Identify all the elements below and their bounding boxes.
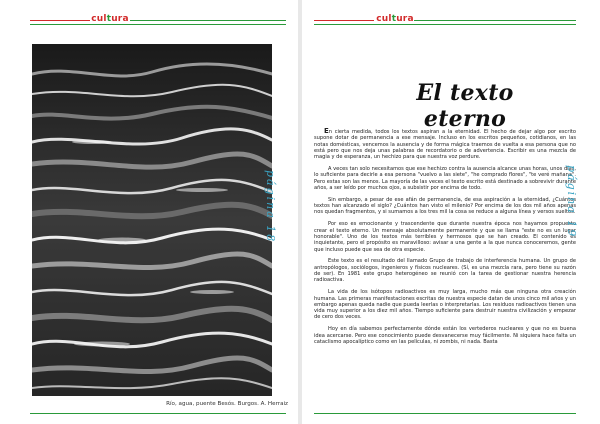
article-paragraph-3: Sin embargo, a pesar de ese afán de permanencia, de esa aspiración a la eternidad, ¿Cuántos textos han alcanzado el siglo? ¿Cuántos han visto el milenio? Por encima de los dos mil años apenas nos quedan fragmentos, y si sumamos a los tres mil la cosa se reduce a alguna línea y versos sueltos. <box>314 196 576 216</box>
header-rule-green <box>414 20 576 21</box>
article-paragraph-5: Este texto es el resultado del llamado Grupo de trabajo de interferencia humana. Un grupo de antropólogos, sociólogos, ingenieros y físicos nucleares. (Sí, es una mezcla rara, pero tiene su razón de ser). En 1981 este grupo heterogéneo se reunió con la tarea de gestionar nuestra herencia radioactiva. <box>314 258 576 284</box>
article-body <box>314 128 576 351</box>
header-rule-green-lower <box>314 24 576 25</box>
magazine-logo: cultura <box>376 14 414 24</box>
header-rule-red <box>314 20 374 21</box>
page-number-right: página 19 <box>565 165 578 239</box>
article-paragraph-1: En cierta medida, todos los textos aspiran a la eternidad. El hecho de dejar algo por escrito supone dotar de permanencia a ese mensaje. Incluso en los escritos pequeños, cotidianos, en las notas domésticas, vencemos la ausencia y de forma mágica traemos de vuelta a esa persona que no está pero que nos deja unas palabras de recordatorio o de advertencia. Escribir es una mezcla de magia y de esperanza, un hechizo para que nuestra voz perdure. <box>314 127 576 161</box>
page-number-left: página 18 <box>264 170 277 244</box>
footer-rule-green <box>314 413 576 414</box>
article-paragraph-4: Por eso es emocionante y trascendente que durante nuestra época nos hayamos propuesto crear el texto eterno. Un mensaje absolutamente permanente y que se llama "este no es un lugar honorable". Uno de los textos más terribles y hermosos que se han creado. El contenido es inquietante, pero el propósito es maravilloso: avisar a una gente a la que nunca conoceremos, gente que incluso puede que sea de otra especie. <box>314 221 576 253</box>
river-photo-image <box>32 44 272 396</box>
article-title: El texto eterno <box>416 80 514 132</box>
header-rule-green <box>130 20 286 21</box>
article-paragraph-7: Hoy en día sabemos perfectamente dónde están los vertederos nucleares y que no es buena idea acercarse. Pero ese conocimiento puede desvanecerse muy fácilmente. Ni siquiera hace falta un cataclismo apocalíptico como en las películas, ni zombis, ni nada. Basta <box>314 326 576 345</box>
river-photo <box>32 44 272 396</box>
header-rule-red <box>30 20 90 21</box>
photo-caption: Río, agua, puente Besós. Burgos. A. Herraiz <box>166 401 288 407</box>
magazine-logo: cultura <box>91 14 129 24</box>
drop-cap: E <box>324 127 329 135</box>
left-page <box>0 0 298 424</box>
footer-rule-green <box>30 413 286 414</box>
article-paragraph-2: A veces tan solo necesitamos que ese hechizo contra la ausencia alcance unas horas, unos días, lo suficiente para decirle a esa persona "vuelvo a las siete", "he comprado flores", "te veré mañana". Pero estas son las menos. La mayoría de las veces el texto escrito está destinado a sobrevivir durante años, a ser leído por muchos ojos, a subsistir por encima de todo. <box>314 166 576 191</box>
header-rule-green-lower <box>30 24 286 25</box>
article-paragraph-6: La vida de los isótopos radioactivos es muy larga, mucho más que ninguna otra creación humana. Las primeras manifestaciones escritas de nuestra especie datan de unos cinco mil años y un embargo apenas queda nadie que pueda leerlas o interpretarlas. Los residuos radioactivos tienen una vida muy superior a los diez mil años. Tiempo suficiente para destruir nuestra civilización y empezar de cero dos veces. <box>314 289 576 321</box>
